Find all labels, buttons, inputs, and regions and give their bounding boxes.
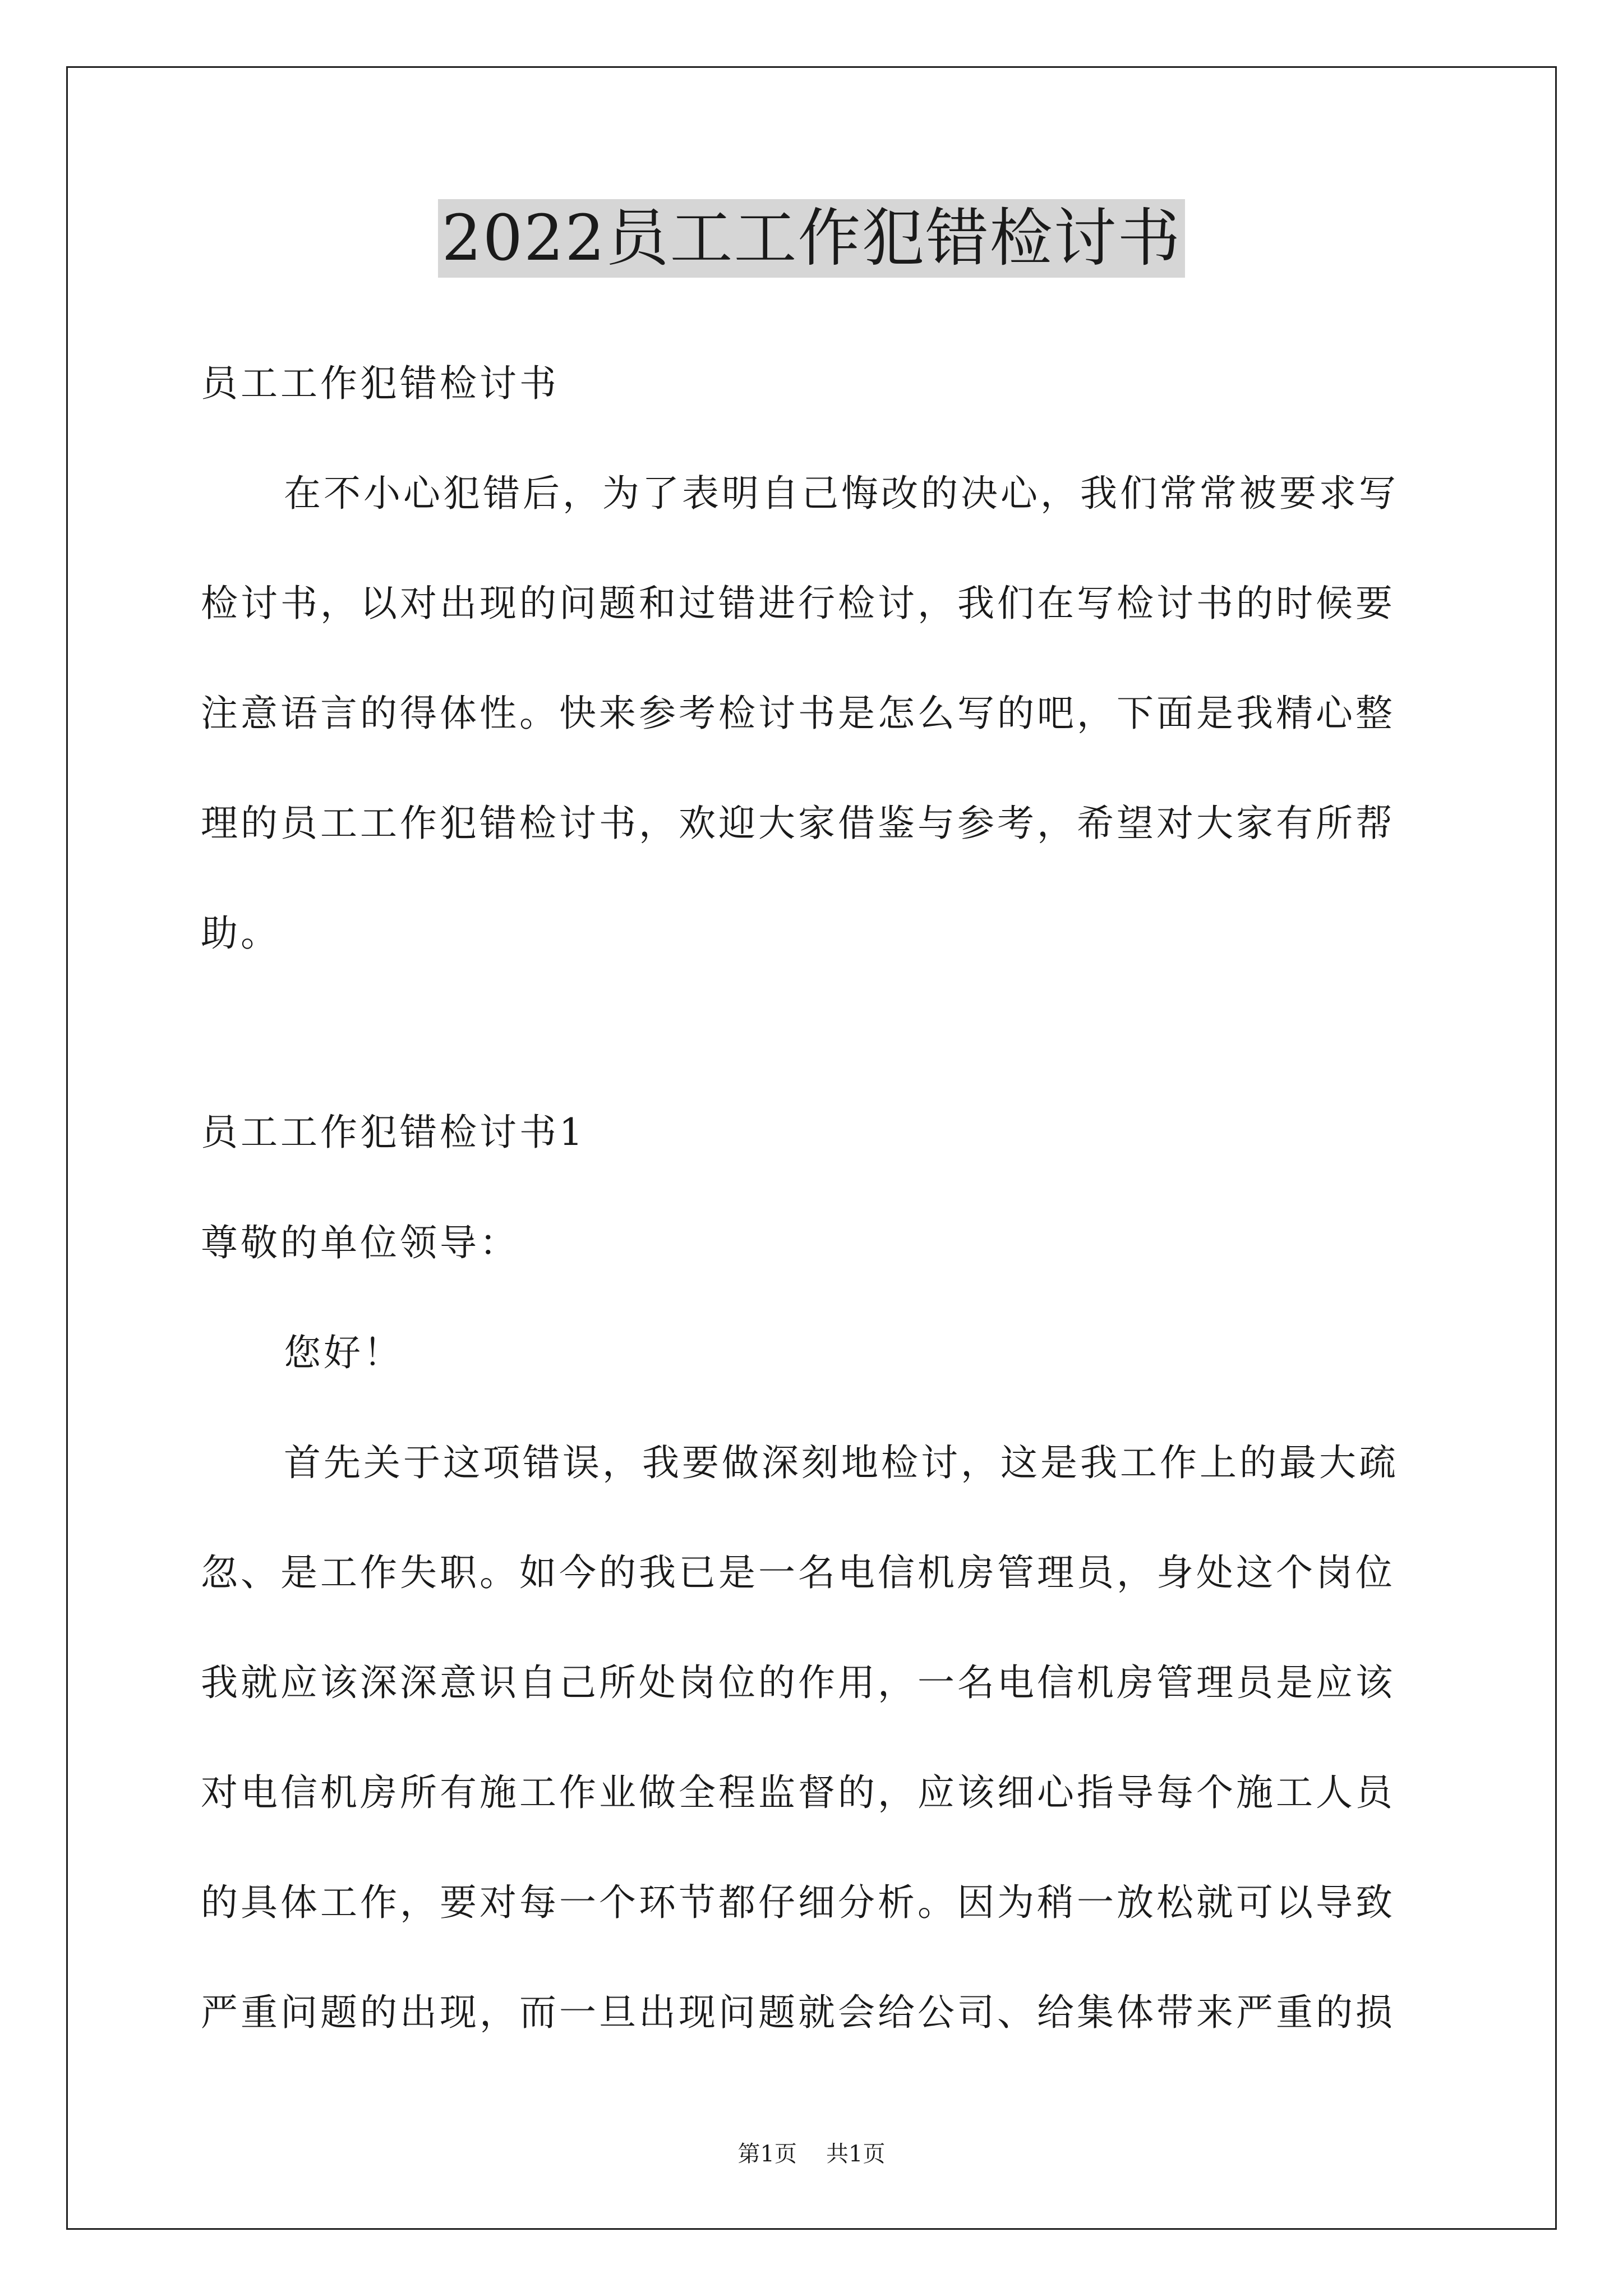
page-total: 共1页 — [826, 2141, 886, 2167]
page-footer — [0, 2136, 1623, 2168]
title-container — [0, 199, 1623, 278]
body-line: 忽、是工作失职。如今的我已是一名电信机房管理员，身处这个岗位 — [201, 1551, 1395, 1594]
salutation: 尊敬的单位领导： — [201, 1221, 519, 1264]
intro-line: 理的员工工作犯错检讨书，欢迎大家借鉴与参考，希望对大家有所帮 — [201, 802, 1395, 845]
greeting: 您好！ — [284, 1331, 403, 1374]
body-line: 严重问题的出现，而一旦出现问题就会给公司、给集体带来严重的损 — [201, 1991, 1395, 2034]
document-title: 2022员工工作犯错检讨书 — [438, 199, 1184, 278]
body-line: 对电信机房所有施工作业做全程监督的，应该细心指导每个施工人员 — [201, 1771, 1395, 1814]
intro-line: 助。 — [201, 912, 280, 955]
page-number: 第1页 — [737, 2141, 797, 2167]
intro-line: 检讨书，以对出现的问题和过错进行检讨，我们在写检讨书的时候要 — [201, 582, 1395, 625]
body-line: 我就应该深深意识自己所处岗位的作用，一名电信机房管理员是应该 — [201, 1661, 1395, 1704]
body-line: 的具体工作，要对每一个环节都仔细分析。因为稍一放松就可以导致 — [201, 1881, 1395, 1924]
intro-line: 注意语言的得体性。快来参考检讨书是怎么写的吧，下面是我精心整 — [201, 692, 1395, 735]
intro-line: 在不小心犯错后，为了表明自己悔改的决心，我们常常被要求写 — [284, 472, 1399, 515]
body-line: 首先关于这项错误，我要做深刻地检讨，这是我工作上的最大疏 — [284, 1441, 1399, 1484]
section-heading: 员工工作犯错检讨书1 — [201, 1111, 585, 1154]
document-subtitle: 员工工作犯错检讨书 — [201, 362, 559, 405]
